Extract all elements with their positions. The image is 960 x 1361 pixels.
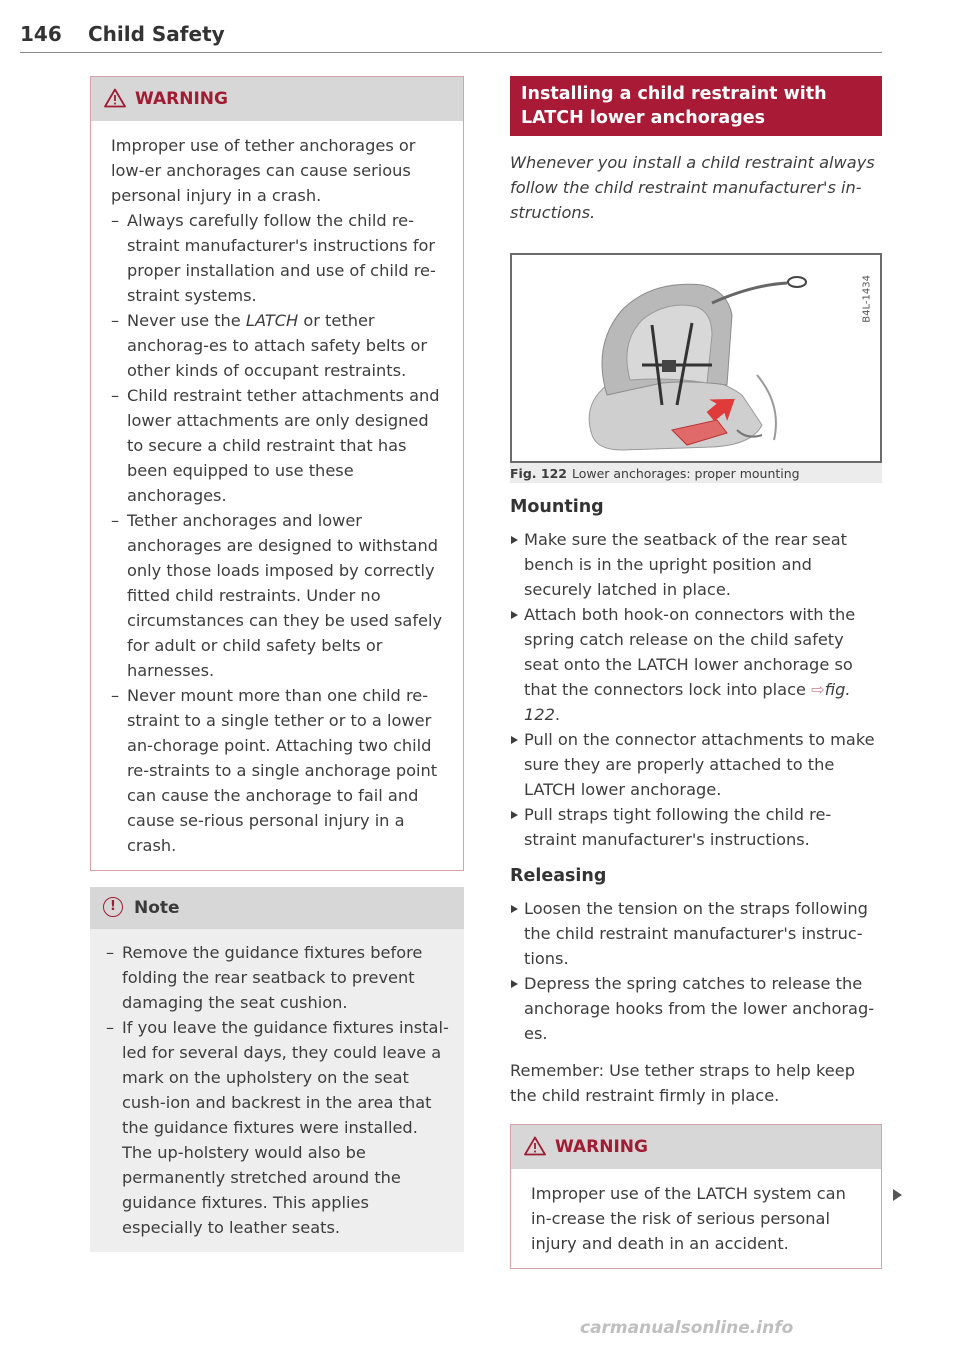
watermark: carmanualsonline.info [580, 1318, 794, 1338]
warning-triangle-icon [104, 88, 126, 108]
note-item: – Remove the guidance fixtures before folding the rear seatback to prevent damaging the seat cushion. [106, 940, 450, 1015]
section-title: Installing a child restraint with LATCH lower anchorages [510, 76, 882, 136]
section-intro: Whenever you install a child restraint always follow the child restraint manufacturer's in-structions. [510, 153, 875, 222]
mounting-step: Attach both hook-on connectors with the spring catch release on the child safety seat onto the LATCH lower anchorage so that the connectors lock into place ⇨fig. 122. [510, 602, 882, 727]
figure-frame [510, 253, 882, 463]
warning-header [511, 1125, 881, 1169]
figure [510, 253, 882, 483]
latch-warning-text: Improper use of the LATCH system can in-crease the risk of serious personal injury and death in an accident. [531, 1184, 846, 1253]
warning-item: – Never mount more than one child re-straint to a single tether or to a lower an-chorage point. Attaching two child re-straints to a single anchorage point can cause the anchorage to fail and cause se-rious personal injury in a crash. [111, 683, 449, 858]
figure-caption-text: Lower anchorages: proper mounting [571, 466, 800, 481]
latch-term: LATCH [245, 311, 299, 330]
cross-reference-icon: ⇨ [811, 680, 825, 699]
warning-box [90, 76, 464, 871]
mounting-step: Pull straps tight following the child re-straint manufacturer's instructions. [510, 802, 882, 852]
mounting-step: Make sure the seatback of the rear seat bench is in the upright position and securely latched in place. [510, 527, 882, 602]
warning-item: – Tether anchorages and lower anchorages are designed to withstand only those loads imposed by correctly fitted child restraints. Under no circumstances can they be used safely for adult or child safety belts or harnesses. [111, 508, 449, 683]
warning-content [511, 1169, 881, 1268]
note-content [90, 929, 464, 1252]
page-header-title: Child Safety [88, 22, 225, 46]
warning-item: – Child restraint tether attachments and lower attachments are only designed to secure a child restraint that has been equipped to use these anchorages. [111, 383, 449, 508]
child-seat-illustration [512, 255, 880, 461]
figure-caption [510, 466, 800, 481]
figure-code: B4L-1434 [862, 275, 873, 323]
releasing-steps [510, 896, 882, 1046]
page-header [20, 22, 882, 53]
mounting-heading: Mounting [510, 497, 604, 517]
warning-intro: Improper use of tether anchorages or low-er anchorages can cause serious personal injury in a crash. [111, 136, 416, 205]
warning-item: – Always carefully follow the child re-straint manufacturer's instructions for proper installation and use of child re-straint systems. [111, 208, 449, 308]
warning-item: – Never use the LATCH or tether anchorag-es to attach safety belts or other kinds of occupant restraints. [111, 308, 449, 383]
mounting-steps [510, 527, 882, 852]
note-box [90, 887, 464, 1252]
warning-header [91, 77, 463, 121]
releasing-step: Loosen the tension on the straps following the child restraint manufacturer's instruc-tions. [510, 896, 882, 971]
warning-list [111, 208, 449, 858]
figure-reference-link[interactable]: fig. 122 [524, 680, 851, 724]
warning-triangle-icon [524, 1136, 546, 1156]
left-column [90, 76, 464, 1252]
remember-text: Remember: Use tether straps to help keep the child restraint firmly in place. [510, 1061, 855, 1105]
releasing-heading: Releasing [510, 866, 607, 886]
warning-label: WARNING [135, 89, 228, 109]
note-list [106, 940, 450, 1240]
note-label: Note [134, 898, 180, 918]
warning-label: WARNING [555, 1137, 648, 1157]
warning-content [91, 121, 463, 870]
right-column [510, 76, 882, 1269]
figure-label: Fig. 122 [510, 466, 567, 481]
releasing-step: Depress the spring catches to release the anchorage hooks from the lower anchorag-es. [510, 971, 882, 1046]
note-info-icon: ! [103, 897, 123, 917]
note-item: – If you leave the guidance fixtures instal-led for several days, they could leave a mark on the upholstery on the seat cush-ion and backrest in the area that the guidance fixtures were installed. The up-holstery would also be permanently stretched around the guidance fixtures. This applies especially to leather seats. [106, 1015, 450, 1240]
page-number: 146 [20, 22, 62, 46]
latch-warning-box [510, 1124, 882, 1269]
mounting-step: Pull on the connector attachments to make sure they are properly attached to the LATCH lower anchorage. [510, 727, 882, 802]
continue-arrow-icon [893, 1189, 902, 1201]
note-header [90, 887, 464, 929]
